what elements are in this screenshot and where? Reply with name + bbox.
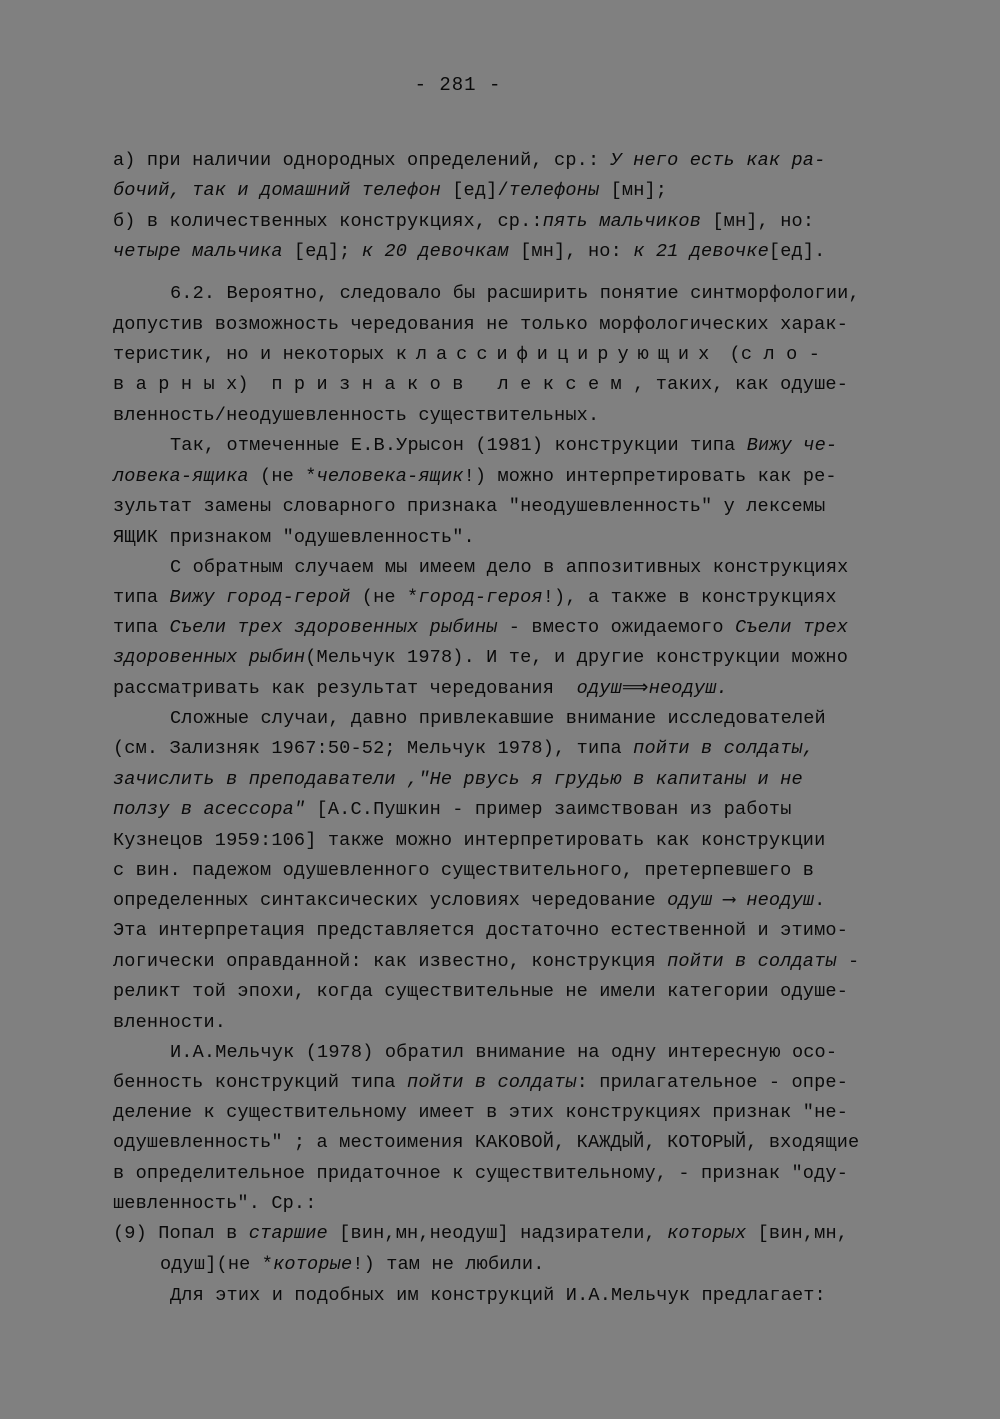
text-run: вленности.: [113, 1012, 227, 1033]
text-line: [170, 1285, 826, 1307]
text-line: [113, 1163, 848, 1185]
text-line: [113, 647, 848, 669]
text-line: [113, 211, 814, 233]
text-run: ⟶: [712, 890, 747, 911]
text-run: !) там не любили.: [352, 1254, 545, 1275]
italic-text: которые: [273, 1254, 353, 1275]
italic-text: неодуш.: [648, 678, 728, 699]
text-line: [113, 890, 825, 912]
text-run: [А.С.Пушкин - пример заимствован из работы: [305, 799, 792, 820]
text-line: [113, 738, 814, 760]
italic-text: которых: [667, 1223, 747, 1244]
text-line: [170, 1042, 837, 1064]
italic-text: к 21 девочке: [633, 241, 769, 262]
text-line: [113, 374, 848, 396]
text-line: [170, 283, 860, 305]
text-line: [113, 830, 825, 852]
italic-text: пять мальчиков: [542, 211, 702, 232]
page-number: - 281 -: [414, 74, 502, 96]
text-line: [170, 435, 837, 457]
text-line: [113, 180, 667, 202]
italic-text: старшие: [248, 1223, 328, 1244]
text-run: одушевленность" ; а местоимения КАКОВОЙ, КАЖДЫЙ, КОТОРЫЙ, входящие: [113, 1132, 860, 1153]
italic-text: Вижу че-: [746, 435, 838, 456]
text-line: [160, 1254, 545, 1276]
italic-text: человека-ящик: [316, 466, 464, 487]
text-run: Для этих и подобных им конструкций И.А.Мельчук предлагает:: [170, 1285, 826, 1306]
text-line: [113, 496, 825, 518]
text-run: (с л о -: [718, 344, 821, 365]
text-line: [113, 981, 848, 1003]
text-line: [113, 860, 814, 882]
text-run: шевленность". Ср.:: [113, 1193, 317, 1214]
text-run: [ед].: [768, 241, 826, 262]
spaced-text: классифицирующих: [395, 344, 719, 365]
text-run: определенных синтаксических условиях чередование: [113, 890, 668, 911]
italic-text: Съели трех: [734, 617, 849, 638]
text-line: [170, 708, 826, 730]
text-run: зультат замены словарного признака "неодушевленность" у лексемы: [113, 496, 826, 517]
text-run: Кузнецов 1959:106] также можно интерпретировать как конструкции: [113, 830, 826, 851]
text-run: -: [836, 951, 860, 972]
text-run: теристик, но и некоторых: [113, 344, 396, 365]
text-line: [113, 769, 803, 791]
text-run: - вместо ожидаемого: [497, 617, 735, 638]
italic-text: Вижу город-герой: [169, 587, 351, 608]
text-run: [вин,мн,неодуш] надзиратели,: [327, 1223, 668, 1244]
italic-text: У него есть как ра-: [610, 150, 826, 171]
text-line: [113, 344, 820, 366]
text-run: 6.2. Вероятно, следовало бы расширить понятие синтморфологии,: [170, 283, 860, 304]
text-run: (не *: [248, 466, 317, 487]
text-run: в а р н ы х) п р и з н а к о в л е к с е м , таких, как одуше-: [113, 374, 849, 395]
text-run: С обратным случаем мы имеем дело в аппозитивных конструкциях: [170, 557, 849, 578]
text-run: одуш](не *: [160, 1254, 274, 1275]
text-run: (см. Зализняк 1967:50-52; Мельчук 1978), типа: [113, 738, 634, 759]
text-line: [113, 314, 848, 336]
text-line: [113, 920, 848, 942]
italic-text: пойти в солдаты: [667, 951, 837, 972]
text-run: с вин. падежом одушевленного существительного, претерпевшего в: [113, 860, 815, 881]
text-line: [113, 617, 848, 639]
text-run: [ед]/: [440, 180, 509, 201]
text-line: [113, 799, 792, 821]
italic-text: пойти в солдаты: [407, 1072, 577, 1093]
text-run: [мн];: [599, 180, 668, 201]
text-run: (не *: [350, 587, 419, 608]
italic-text: ползу в асессора": [113, 799, 306, 820]
text-line: [113, 678, 728, 700]
text-run: (9) Попал в: [113, 1223, 249, 1244]
text-line: [113, 951, 859, 973]
text-line: [113, 1223, 848, 1245]
text-run: типа: [113, 617, 170, 638]
italic-text: ловека-ящика: [113, 466, 249, 487]
italic-text: бочий, так и домашний телефон: [113, 180, 441, 201]
text-run: : прилагательное - опре-: [576, 1072, 849, 1093]
text-run: ЯЩИК признаком "одушевленность".: [113, 527, 475, 548]
text-run: Так, отмеченные Е.В.Урысон (1981) конструкции типа: [170, 435, 747, 456]
italic-text: город-героя: [418, 587, 543, 608]
text-run: в определительное придаточное к существительному, - признак "оду-: [113, 1163, 849, 1184]
text-run: И.А.Мельчук (1978) обратил внимание на одну интересную осо-: [170, 1042, 838, 1063]
text-run: [ед];: [282, 241, 362, 262]
italic-text: четыре мальчика: [113, 241, 283, 262]
text-run: [вин,мн,: [746, 1223, 849, 1244]
text-line: [113, 1012, 226, 1034]
text-run: допустив возможность чередования не только морфологических харак-: [113, 314, 849, 335]
text-run: б) в количественных конструкциях, ср.:: [113, 211, 543, 232]
text-run: [мн], но:: [701, 211, 815, 232]
text-line: [170, 557, 848, 579]
text-run: вленность/неодушевленность существительных.: [113, 405, 600, 426]
text-line: [113, 527, 475, 549]
text-run: типа: [113, 587, 170, 608]
text-run: рассматривать как результат чередования: [113, 678, 577, 699]
italic-text: Съели трех здоровенных рыбины: [169, 617, 498, 638]
text-run: .: [814, 890, 826, 911]
text-run: деление к существительному имеет в этих конструкциях признак "не-: [113, 1102, 849, 1123]
text-line: [113, 150, 825, 172]
text-line: [113, 466, 837, 488]
text-run: !), а также в конструкциях: [542, 587, 837, 608]
text-run: бенность конструкций типа: [113, 1072, 408, 1093]
text-run: Сложные случаи, давно привлекавшие внимание исследователей: [170, 708, 826, 729]
italic-text: телефоны: [508, 180, 600, 201]
italic-text: одуш: [576, 678, 622, 699]
italic-text: зачислить в преподаватели ,"Не рвусь я грудью в капитаны и не: [113, 769, 803, 790]
text-line: [113, 405, 599, 427]
italic-text: пойти в солдаты,: [633, 738, 815, 759]
text-run: !) можно интерпретировать как ре-: [463, 466, 837, 487]
text-run: реликт той эпохи, когда существительные не имели категории одуше-: [113, 981, 849, 1002]
text-line: [113, 1072, 848, 1094]
text-run: логически оправданной: как известно, конструкция: [113, 951, 668, 972]
text-run: [мн], но:: [508, 241, 634, 262]
text-run: Эта интерпретация представляется достаточно естественной и этимо-: [113, 920, 849, 941]
text-run: ⟹: [621, 678, 649, 699]
text-line: [113, 1193, 317, 1215]
italic-text: неодуш: [746, 890, 815, 911]
text-line: [113, 1102, 848, 1124]
italic-text: здоровенных рыбин: [113, 647, 306, 668]
text-line: [113, 1132, 859, 1154]
italic-text: к 20 девочкам: [361, 241, 509, 262]
text-line: [113, 587, 837, 609]
text-run: (Мельчук 1978). И те, и другие конструкции можно: [305, 647, 849, 668]
italic-text: одуш: [667, 890, 713, 911]
text-run: а) при наличии однородных определений, ср.:: [113, 150, 611, 171]
text-line: [113, 241, 825, 263]
